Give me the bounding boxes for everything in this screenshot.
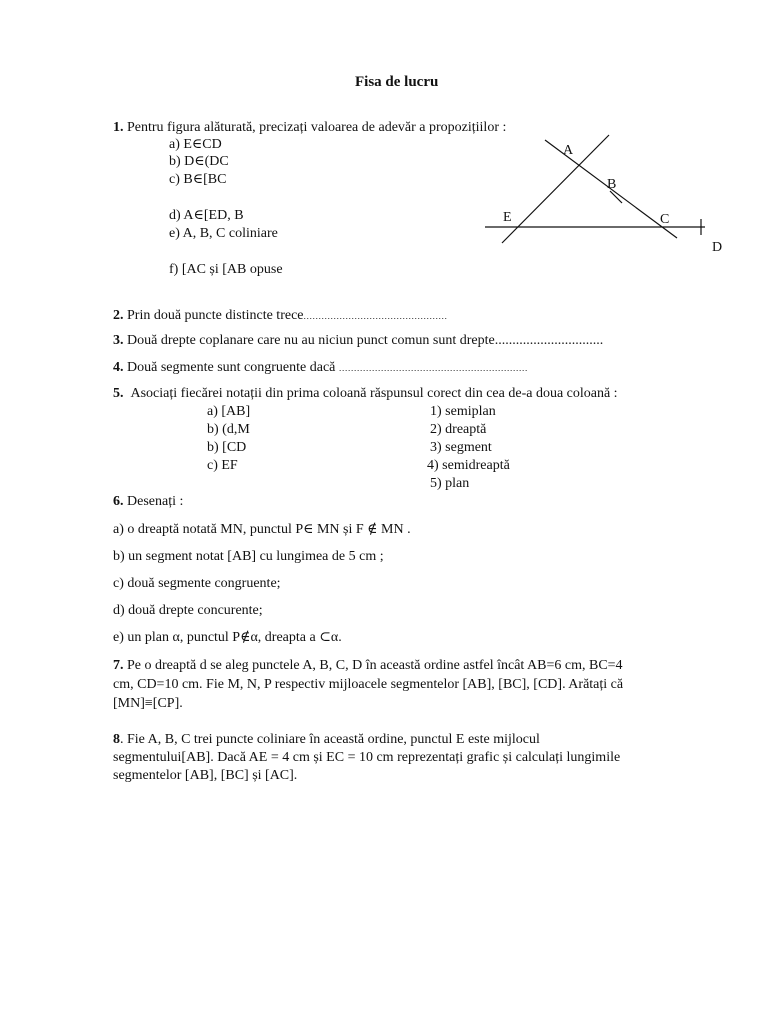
- question-6-prompt: [113, 493, 183, 510]
- question-number: 3.: [113, 333, 124, 348]
- question-text: Două drepte coplanare care nu au niciun punct comun sunt drepte...............................: [127, 333, 604, 348]
- q1-item-c: c) B∈[BC: [169, 172, 227, 187]
- q1-item-a: a) E∈CD: [169, 137, 222, 152]
- question-number: 6.: [113, 494, 124, 509]
- q5-right-item: 3) segment: [430, 440, 492, 455]
- question-text: Două segmente sunt congruente dacă: [127, 360, 336, 375]
- q5-right-item: 4) semidreaptă: [427, 458, 510, 473]
- question-number: 5.: [113, 386, 124, 401]
- q6-item-a: a) o dreaptă notată MN, punctul P∈ MN și F ∉ MN .: [113, 522, 411, 537]
- q5-right-item: 1) semiplan: [430, 404, 496, 419]
- question-8-line-1: [113, 731, 540, 748]
- question-number: 2.: [113, 308, 124, 323]
- question-text: Pe o dreaptă d se aleg punctele A, B, C, D în această ordine astfel încât AB=6 cm, BC=4: [127, 658, 623, 673]
- point-label-d: D: [712, 240, 723, 255]
- question-5-prompt: [113, 385, 618, 402]
- q6-item-b: b) un segment notat [AB] cu lungimea de 5 cm ;: [113, 549, 384, 564]
- question-text: . Fie A, B, C trei puncte coliniare în această ordine, punctul E este mijlocul: [120, 732, 540, 747]
- q1-item-e: e) A, B, C coliniare: [169, 226, 278, 241]
- question-8-line-3: segmentelor [AB], [BC] și [AC].: [113, 768, 298, 783]
- question-number: 8: [113, 732, 120, 747]
- question-7-line-3: [MN]≡[CP].: [113, 696, 183, 711]
- q5-left-item: b) [CD: [207, 440, 247, 455]
- q6-item-d: d) două drepte concurente;: [113, 603, 263, 618]
- page-title: Fisa de lucru: [355, 74, 439, 90]
- question-7-line-2: cm, CD=10 cm. Fie M, N, P respectiv mijloacele segmentelor [AB], [BC], [CD]. Arătați că: [113, 677, 624, 692]
- q1-item-f: f) [AC și [AB opuse: [169, 262, 283, 277]
- question-text: Prin două puncte distincte trece: [127, 308, 304, 323]
- point-label-a: A: [563, 143, 574, 158]
- question-3: [113, 332, 603, 349]
- answer-blank: ................................................: [303, 311, 448, 321]
- question-number: 7.: [113, 658, 124, 673]
- question-7-line-1: [113, 657, 623, 674]
- q1-item-b: b) D∈(DC: [169, 154, 229, 169]
- question-text: Desenați :: [127, 494, 184, 509]
- question-text: Asociați fiecărei notații din prima coloană răspunsul corect din cea de-a doua coloană :: [130, 386, 618, 401]
- question-text: Pentru figura alăturată, precizați valoarea de adevăr a propozițiilor :: [127, 120, 507, 135]
- q5-left-item: a) [AB]: [207, 404, 251, 419]
- q5-left-item: c) EF: [207, 458, 238, 473]
- point-label-b: B: [607, 177, 617, 192]
- q5-right-item: 5) plan: [430, 476, 470, 491]
- question-4: [113, 359, 528, 377]
- question-2: [113, 307, 448, 325]
- q5-right-item: 2) dreaptă: [430, 422, 487, 437]
- point-label-c: C: [660, 212, 670, 227]
- geometry-figure: [480, 128, 730, 258]
- question-number: 1.: [113, 120, 124, 135]
- q6-item-e: e) un plan α, punctul P∉α, dreapta a ⊂α.: [113, 630, 342, 645]
- question-1-prompt: [113, 119, 506, 136]
- question-number: 4.: [113, 360, 124, 375]
- q5-left-item: b) (d,M: [207, 422, 250, 437]
- answer-blank: ...............................................................: [338, 363, 528, 373]
- point-label-e: E: [503, 210, 512, 225]
- q1-item-d: d) A∈[ED, B: [169, 208, 244, 223]
- question-8-line-2: segmentului[AB]. Dacă AE = 4 cm și EC = 10 cm reprezentați grafic și calculați lungimile: [113, 750, 621, 765]
- q6-item-c: c) două segmente congruente;: [113, 576, 281, 591]
